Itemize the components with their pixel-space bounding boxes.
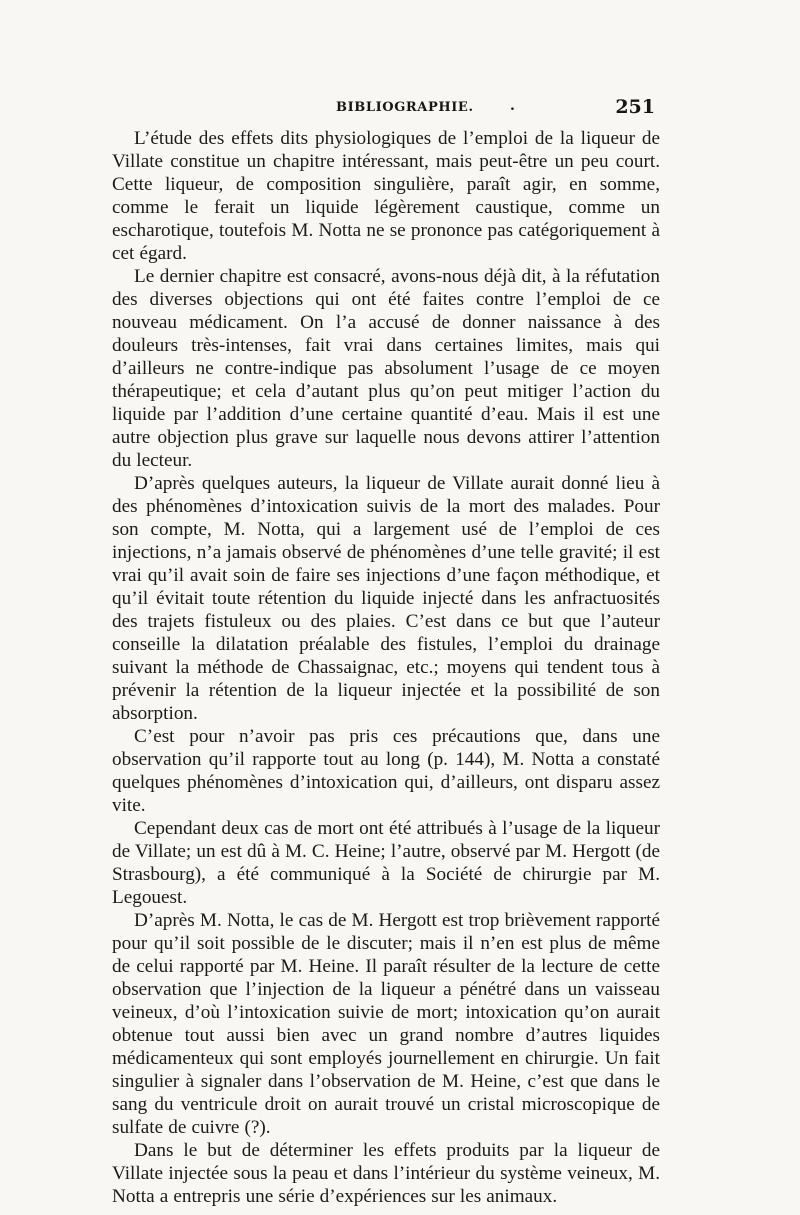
paragraph: C’est pour n’avoir pas pris ces précautions que, dans une observation qu’il rapporte tout au long (p. 144), M. Notta a constaté quelques phénomènes d’intoxication qui, d’ailleurs, ont disparu assez vite. (112, 726, 660, 816)
page-header (110, 98, 655, 122)
paragraph: L’étude des effets dits physiologiques de l’emploi de la liqueur de Villate constitue un chapitre intéressant, mais peut-être un peu court. Cette liqueur, de composition singulière, paraît agir, en somme, comme le ferait un liquide légèrement caustique, comme un escharotique, toutefois M. Notta ne se prononce pas catégoriquement à cet égard. (112, 128, 660, 264)
paragraph: D’après quelques auteurs, la liqueur de Villate aurait donné lieu à des phénomènes d’intoxication suivis de la mort des malades. Pour son compte, M. Notta, qui a largement usé de l’emploi de ces injections, n’a jamais observé de phénomènes d’une telle gravité; il est vrai qu’il avait soin de faire ses injections d’une façon méthodique, et qu’il évitait toute rétention du liquide injecté dans les anfractuosités des trajets fistuleux ou des plaies. C’est dans ce but que l’auteur conseille la dilatation préalable des fistules, l’emploi du drainage suivant la méthode de Chassaignac, etc.; moyens qui tendent tous à prévenir la rétention de la liqueur injectée et la possibilité de son absorption. (112, 473, 660, 724)
paragraph: D’après M. Notta, le cas de M. Hergott est trop brièvement rapporté pour qu’il soit possible de le discuter; mais il n’en est plus de même de celui rapporté par M. Heine. Il paraît résulter de la lecture de cette observation que l’injection de la liqueur a pénétré dans un vaisseau veineux, d’où l’intoxication suivie de mort; intoxication qu’on aurait obtenue tout aussi bien avec un grand nombre d’autres liquides médicamenteux qui sont employés journellement en chirurgie. Un fait singulier à signaler dans l’observation de M. Heine, c’est que dans le sang du ventricule droit on aurait trouvé un cristal microscopique de sulfate de cuivre (?). (112, 910, 660, 1138)
running-title: BIBLIOGRAPHIE. (336, 100, 474, 115)
page-body (112, 127, 660, 1208)
header-separator: . (510, 98, 515, 114)
paragraph: Le dernier chapitre est consacré, avons-nous déjà dit, à la réfutation des diverses objections qui ont été faites contre l’emploi de ce nouveau médicament. On l’a accusé de donner naissance à des douleurs très-intenses, fait vrai dans certaines limites, mais qui d’ailleurs ne contre-indique pas absolument l’usage de ce moyen thérapeutique; et cela d’autant plus qu’on peut mitiger l’action du liquide par l’addition d’une certaine quantité d’eau. Mais il est une autre objection plus grave sur laquelle nous devons attirer l’attention du lecteur. (112, 266, 660, 471)
paragraph: Cependant deux cas de mort ont été attribués à l’usage de la liqueur de Villate; un est dû à M. C. Heine; l’autre, observé par M. Hergott (de Strasbourg), a été communiqué à la Société de chirurgie par M. Legouest. (112, 818, 660, 908)
paragraph: Dans le but de déterminer les effets produits par la liqueur de Villate injectée sous la peau et dans l’intérieur du système veineux, M. Notta a entrepris une série d’expériences sur les animaux. (112, 1140, 660, 1207)
page-number: 251 (615, 96, 655, 118)
